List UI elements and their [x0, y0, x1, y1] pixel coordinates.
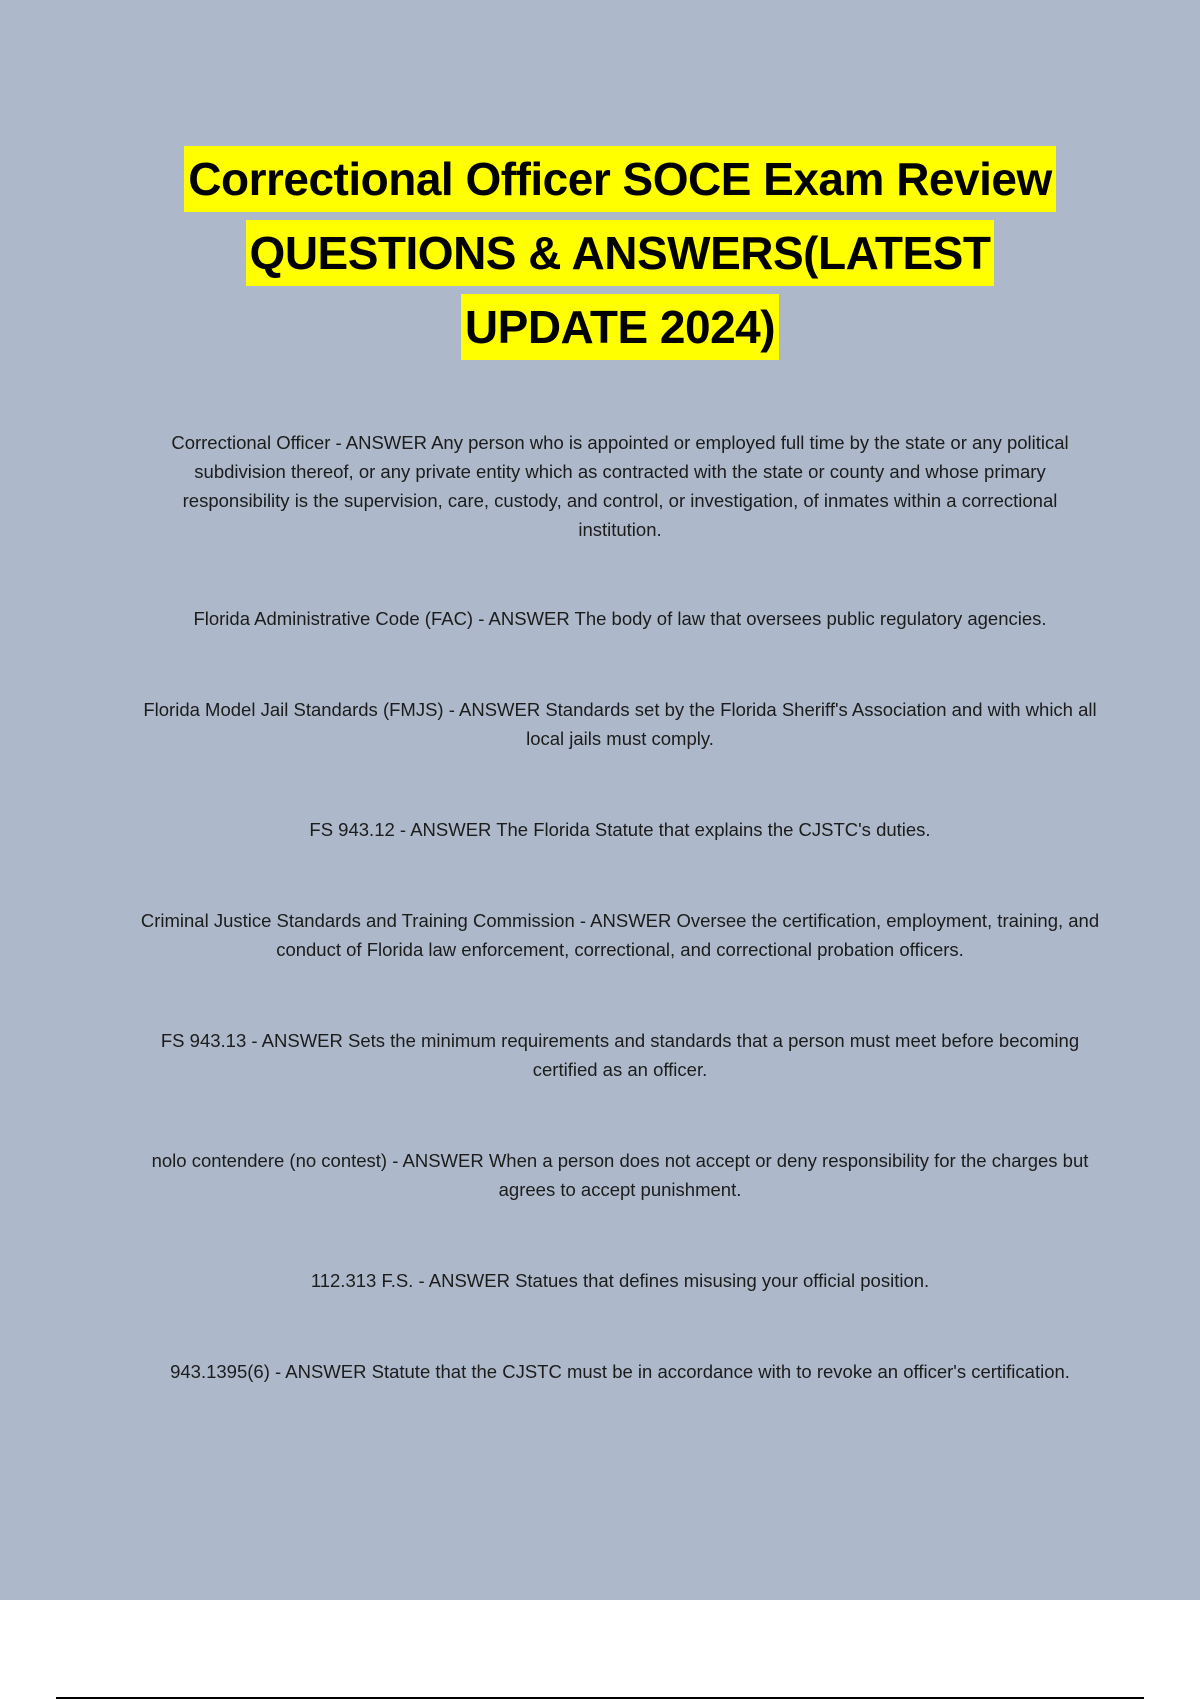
- title-line-3: UPDATE 2024): [461, 294, 779, 360]
- footer-divider: [56, 1697, 1144, 1699]
- qa-list: [140, 428, 1100, 1386]
- qa-item: FS 943.13 - ANSWER Sets the minimum requirements and standards that a person must meet before becoming certified as an officer.: [160, 1030, 1080, 1080]
- qa-item: Criminal Justice Standards and Training Commission - ANSWER Oversee the certification, employment, training, and conduct of Florida law enforcement, correctional, and correctional probation officers.: [140, 910, 1100, 960]
- qa-item: Florida Administrative Code (FAC) - ANSWER The body of law that oversees public regulatory agencies.: [193, 608, 1047, 629]
- qa-item: Florida Model Jail Standards (FMJS) - ANSWER Standards set by the Florida Sheriff's Association and with which all local jails must comply.: [143, 699, 1097, 749]
- qa-item: 943.1395(6) - ANSWER Statute that the CJSTC must be in accordance with to revoke an officer's certification.: [170, 1361, 1070, 1382]
- document-title: [130, 146, 1110, 368]
- qa-item: Correctional Officer - ANSWER Any person who is appointed or employed full time by the state or any political subdivision thereof, or any private entity which as contracted with the state or county and whose primary responsibility is the supervision, care, custody, and control, or investigation, of inmates within a correctional institution.: [171, 432, 1069, 540]
- title-line-1: Correctional Officer SOCE Exam Review: [184, 146, 1055, 212]
- qa-item: FS 943.12 - ANSWER The Florida Statute that explains the CJSTC's duties.: [309, 819, 931, 840]
- qa-item: nolo contendere (no contest) - ANSWER When a person does not accept or deny responsibility for the charges but agrees to accept punishment.: [151, 1150, 1089, 1200]
- title-line-2: QUESTIONS & ANSWERS(LATEST: [246, 220, 995, 286]
- qa-item: 112.313 F.S. - ANSWER Statues that defines misusing your official position.: [310, 1270, 930, 1291]
